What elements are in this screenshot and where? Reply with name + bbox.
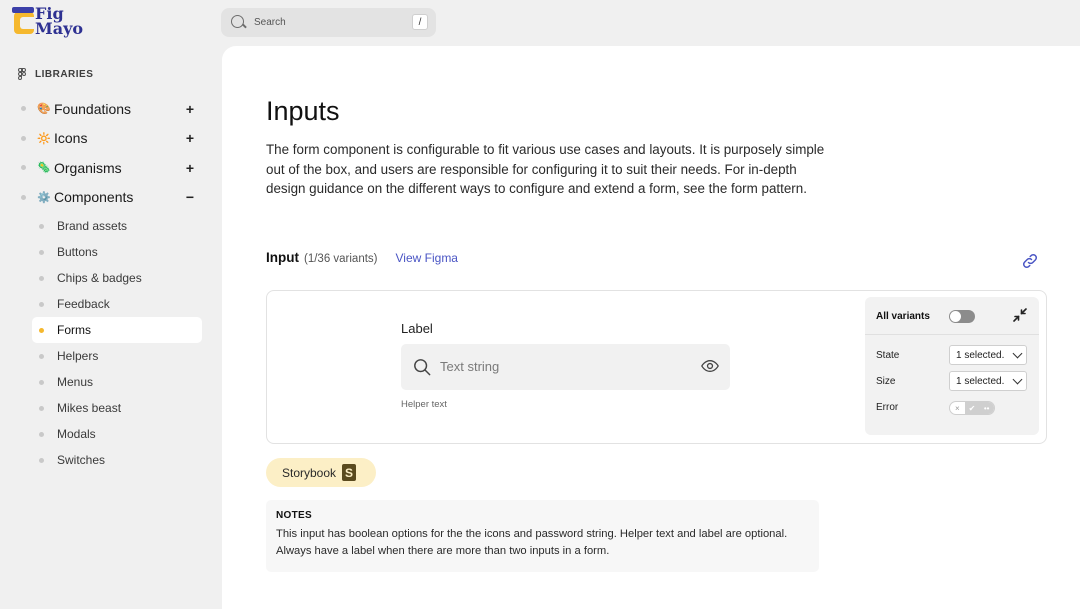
notes-body: This input has boolean options for the the icons and password string. Helper text and label are optional. Always have a label when there are more than two inputs in a form. xyxy=(276,528,788,557)
search-icon xyxy=(231,15,246,30)
search-shortcut-key: / xyxy=(412,14,428,30)
variants-panel xyxy=(865,297,1039,435)
sidebar-item-label: Feedback xyxy=(57,297,110,311)
sidebar-item-foundations[interactable] xyxy=(0,94,222,124)
section-header xyxy=(266,250,458,265)
sidebar-item-helpers[interactable] xyxy=(32,343,202,369)
state-label: State xyxy=(876,350,900,361)
sidebar-item-forms[interactable] xyxy=(32,317,202,343)
expand-plus-icon[interactable]: + xyxy=(185,100,195,117)
active-bullet-dot xyxy=(39,328,44,333)
expand-plus-icon[interactable]: + xyxy=(185,159,195,176)
state-select[interactable] xyxy=(949,345,1027,365)
size-select-value: 1 selected. xyxy=(956,375,1005,387)
error-on-option[interactable]: ✔ xyxy=(965,402,980,414)
input-placeholder: Text string xyxy=(440,359,500,374)
search-bar[interactable] xyxy=(221,8,436,37)
variants-panel-header xyxy=(865,297,1039,335)
collapse-minus-icon[interactable]: − xyxy=(185,189,195,206)
sidebar-item-label: Chips & badges xyxy=(57,271,142,285)
error-tristate-switch[interactable] xyxy=(949,401,995,415)
sidebar-item-icons[interactable] xyxy=(0,124,222,154)
storybook-icon: S xyxy=(342,464,356,481)
bullet-dot xyxy=(39,250,44,255)
sidebar-item-mikes-beast[interactable] xyxy=(32,395,202,421)
error-off-option[interactable]: × xyxy=(955,403,960,413)
sidebar-item-modals[interactable] xyxy=(32,421,202,447)
sidebar-item-label: Organisms xyxy=(54,159,122,176)
bullet-dot xyxy=(39,224,44,229)
sidebar-item-label: Components xyxy=(54,189,134,206)
helper-text: Helper text xyxy=(401,399,447,410)
sidebar-item-organisms[interactable] xyxy=(0,153,222,183)
error-both-option[interactable]: •• xyxy=(979,402,994,414)
sidebar-item-switches[interactable] xyxy=(32,447,202,473)
bullet-dot xyxy=(39,276,44,281)
libraries-list xyxy=(0,94,222,212)
figma-icon xyxy=(18,68,27,81)
sidebar-item-label: Icons xyxy=(54,130,88,147)
sidebar-item-chips-badges[interactable] xyxy=(32,265,202,291)
figmayo-logo[interactable] xyxy=(12,6,82,40)
storybook-label: Storybook xyxy=(282,465,337,480)
size-select[interactable] xyxy=(949,371,1027,391)
chevron-down-icon xyxy=(1013,349,1023,359)
link-icon[interactable] xyxy=(1021,252,1039,270)
chevron-down-icon xyxy=(1013,375,1023,385)
sidebar-item-label: Foundations xyxy=(54,100,132,117)
logo-mark-icon xyxy=(12,7,34,35)
bullet-dot xyxy=(21,106,26,111)
sidebar-item-label: Buttons xyxy=(57,245,98,259)
sidebar-item-components[interactable] xyxy=(0,183,222,213)
all-variants-label: All variants xyxy=(876,311,930,322)
sidebar-item-brand-assets[interactable] xyxy=(32,213,202,239)
sun-icon: 🔆 xyxy=(37,132,51,145)
sidebar-item-label: Switches xyxy=(57,453,106,467)
search-icon xyxy=(413,358,431,376)
error-label: Error xyxy=(876,402,899,413)
intro-paragraph: The form component is configurable to fit various use cases and layouts. It is purposely simple out of the box, and users are responsible for configuring it to suit their needs. For in-depth design guidance on the different ways to configure and extend a form, see the form pattern. xyxy=(266,142,825,196)
search-input[interactable] xyxy=(254,17,414,28)
state-select-value: 1 selected. xyxy=(956,349,1005,361)
sidebar-item-label: Menus xyxy=(57,375,94,389)
bullet-dot xyxy=(21,136,26,141)
bullet-dot xyxy=(39,406,44,411)
input-label: Label xyxy=(401,321,433,336)
expand-plus-icon[interactable]: + xyxy=(185,130,195,147)
storybook-button[interactable] xyxy=(266,458,376,487)
size-label: Size xyxy=(876,376,896,387)
components-sublist xyxy=(32,213,202,473)
sidebar-item-label: Modals xyxy=(57,427,96,441)
microbe-icon: 🦠 xyxy=(37,162,51,175)
palette-icon: 🎨 xyxy=(37,103,51,116)
bullet-dot xyxy=(39,380,44,385)
main-content xyxy=(222,46,1080,609)
view-figma-link[interactable]: View Figma xyxy=(395,251,458,265)
bullet-dot xyxy=(39,354,44,359)
component-preview xyxy=(266,290,1047,444)
eye-icon[interactable] xyxy=(701,359,719,373)
variant-count: (1/36 variants) xyxy=(304,253,378,265)
notes-box xyxy=(266,500,819,572)
text-input-demo[interactable] xyxy=(401,344,730,390)
sidebar-item-label: Helpers xyxy=(57,349,99,363)
all-variants-toggle[interactable] xyxy=(949,310,975,323)
sidebar-item-menus[interactable] xyxy=(32,369,202,395)
sidebar-item-label: Brand assets xyxy=(57,219,128,233)
sidebar-item-feedback[interactable] xyxy=(32,291,202,317)
section-title: Input xyxy=(266,250,299,265)
sidebar-item-label: Forms xyxy=(57,323,91,337)
libraries-heading: LIBRARIES xyxy=(18,68,93,81)
sidebar-item-buttons[interactable] xyxy=(32,239,202,265)
sidebar-item-label: Mikes beast xyxy=(57,401,122,415)
bullet-dot xyxy=(39,302,44,307)
logo-wordmark: Fig Mayo xyxy=(35,4,84,38)
bullet-dot xyxy=(39,458,44,463)
collapse-arrows-icon[interactable] xyxy=(1012,307,1028,323)
page-title: Inputs xyxy=(266,96,340,126)
bullet-dot xyxy=(39,432,44,437)
notes-title: NOTES xyxy=(276,510,312,521)
bullet-dot xyxy=(21,195,26,200)
gear-icon: ⚙️ xyxy=(37,191,51,204)
bullet-dot xyxy=(21,165,26,170)
